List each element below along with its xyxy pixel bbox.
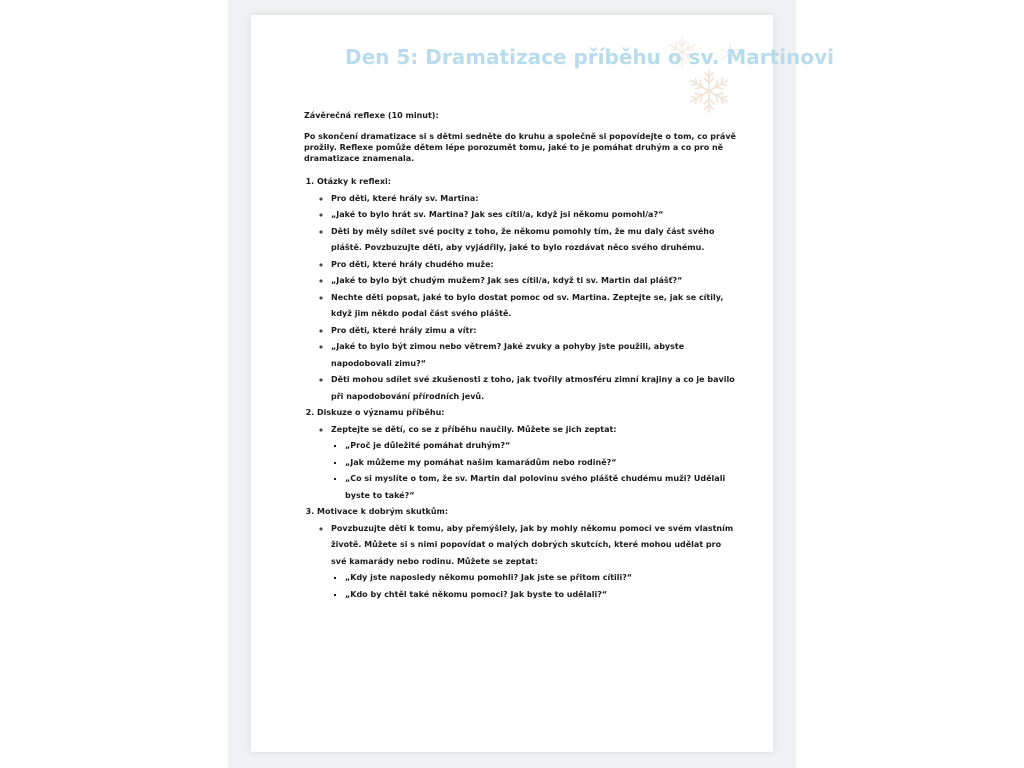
- sub-list: [317, 422, 736, 505]
- question-list: [331, 438, 736, 504]
- document-body: [304, 110, 736, 603]
- list-item: ◦ Děti by měly sdílet své pocity z toho, že někomu pomohly tím, že mu daly část svého pláště. Povzbuzujte děti, aby vyjádřily, jaké to bylo rozdávat něco svého druhému.: [331, 224, 736, 257]
- question-list: [331, 570, 736, 603]
- document-page: [251, 15, 834, 752]
- question-item: ▪ „Kdy jste naposledy někomu pomohli? Jak jste se přitom cítili?“: [345, 570, 736, 587]
- list-item: ◦ „Jaké to bylo být chudým mužem? Jak ses cítil/a, když ti sv. Martin dal plášť?“: [331, 273, 736, 290]
- question-item: ▪ „Co si myslíte o tom, že sv. Martin dal polovinu svého pláště chudému muži? Udělali byste to také?“: [345, 471, 736, 504]
- intro-paragraph: Po skončení dramatizace si s dětmi sedněte do kruhu a společně si popovídejte o tom, co právě prožily. Reflexe pomůže dětem lépe porozumět tomu, jaké to je pomáhat druhým a co pro ně dramatizace znamenala.: [304, 132, 736, 163]
- list-item-text: Zeptejte se dětí, co se z příběhu naučily. Můžete se jich zeptat:: [331, 424, 617, 434]
- list-item: ◦ Nechte děti popsat, jaké to bylo dostat pomoc od sv. Martina. Zeptejte se, jak se cítily, když jim někdo podal část svého pláště.: [331, 290, 736, 323]
- list-item: ◦ Pro děti, které hrály sv. Martina:: [331, 191, 736, 208]
- list-item-label: Motivace k dobrým skutkům:: [317, 507, 449, 516]
- question-item: ▪ „Kdo by chtěl také někomu pomoci? Jak byste to udělali?“: [345, 587, 736, 604]
- list-item: ◦ „Jaké to bylo hrát sv. Martina? Jak ses cítil/a, když jsi někomu pomohl/a?“: [331, 207, 736, 224]
- question-item: ▪ „Jak můžeme my pomáhat našim kamarádům nebo rodině?“: [345, 455, 736, 472]
- list-item: [331, 422, 736, 505]
- list-item: [317, 174, 736, 405]
- list-item: ◦ Děti mohou sdílet své zkušenosti z toho, jak tvořily atmosféru zimní krajiny a co je bavilo při napodobování přírodních jevů.: [331, 372, 736, 405]
- list-item: [331, 521, 736, 604]
- list-item-label: Diskuze o významu příběhu:: [317, 408, 445, 417]
- list-item: [317, 504, 736, 603]
- list-item: ◦ Pro děti, které hrály chudého muže:: [331, 257, 736, 274]
- question-item: ▪ „Proč je důležité pomáhat druhým?“: [345, 438, 736, 455]
- snowflake-icon: [685, 67, 733, 115]
- list-item: ◦ Pro děti, které hrály zimu a vítr:: [331, 323, 736, 340]
- page-title: Den 5: Dramatizace příběhu o sv. Martinovi: [345, 45, 834, 69]
- list-item-label: Otázky k reflexi:: [317, 177, 391, 186]
- reflection-list: [304, 174, 736, 603]
- list-item: ◦ „Jaké to bylo být zimou nebo větrem? Jaké zvuky a pohyby jste použili, abyste napodobovali zimu?“: [331, 339, 736, 372]
- list-item-text: Povzbuzujte děti k tomu, aby přemýšlely, jak by mohly někomu pomoci ve svém vlastním životě. Můžete si s nimi popovídat o malých dobrých skutcích, které mohou udělat pro své kamarády nebo rodinu. Můžete se zeptat:: [331, 523, 734, 566]
- list-item: [317, 405, 736, 504]
- sub-list: [317, 521, 736, 604]
- section-heading: Závěrečná reflexe (10 minut):: [304, 111, 439, 120]
- sub-list: [317, 191, 736, 406]
